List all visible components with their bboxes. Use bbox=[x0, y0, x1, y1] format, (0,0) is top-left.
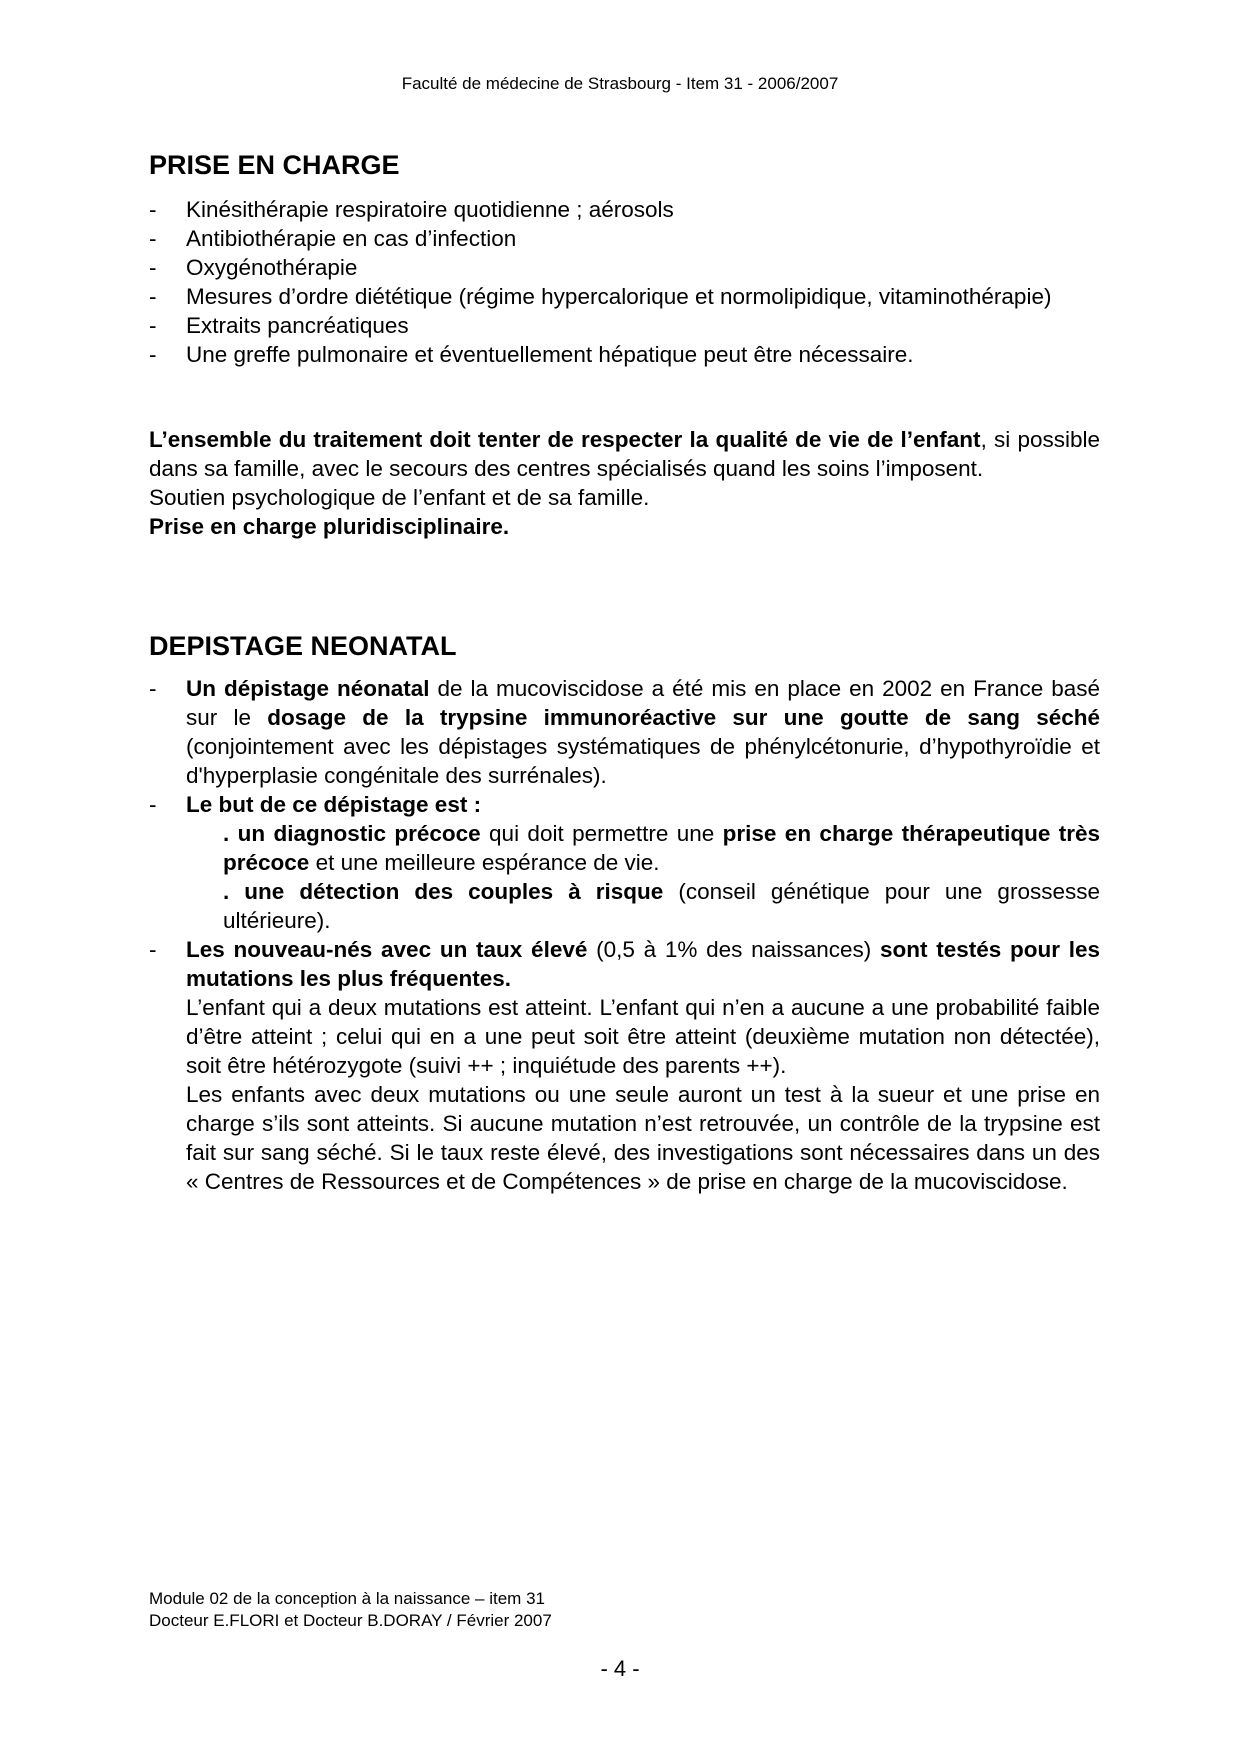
bold-text: Un dépistage néonatal bbox=[186, 676, 430, 701]
bold-text: . un diagnostic précoce bbox=[223, 821, 481, 846]
page-header: Faculté de médecine de Strasbourg - Item 31 - 2006/2007 bbox=[401, 74, 839, 93]
paragraph bbox=[149, 512, 1100, 541]
section-title: DEPISTAGE NEONATAL bbox=[149, 631, 457, 661]
section-prise-en-charge-title bbox=[149, 148, 1100, 182]
bold-text: Prise en charge pluridisciplinaire. bbox=[149, 514, 510, 539]
page-number: - 4 - bbox=[600, 1656, 640, 1681]
paragraph: Soutien psychologique de l’enfant et de sa famille. bbox=[149, 485, 650, 510]
page-footer bbox=[149, 1588, 552, 1632]
list-item: - Oxygénothérapie bbox=[149, 253, 1100, 282]
bold-text: Les nouveau-nés avec un taux élevé bbox=[186, 937, 588, 962]
list-item bbox=[149, 935, 1100, 1196]
screening-list bbox=[149, 674, 1100, 1196]
bold-text: L’ensemble du traitement doit tenter de respecter la qualité de vie de l’enfant bbox=[149, 427, 981, 452]
bold-text: dosage de la trypsine immunoréactive sur une goutte de sang séché bbox=[267, 705, 1100, 730]
bold-text: prise en charge thérapeutique très précoce bbox=[223, 821, 1100, 875]
list-item bbox=[149, 790, 1100, 935]
section-depistage-title bbox=[149, 629, 1100, 663]
sub-item bbox=[186, 819, 1100, 877]
text: qui doit permettre une bbox=[480, 821, 723, 846]
bold-text: sont testés pour les mutations les plus fréquentes. bbox=[186, 937, 1100, 991]
list-item: - Extraits pancréatiques bbox=[149, 311, 1100, 340]
footer-line: Docteur E.FLORI et Docteur B.DORAY / Février 2007 bbox=[149, 1611, 552, 1630]
section-title: PRISE EN CHARGE bbox=[149, 150, 400, 180]
treatment-summary bbox=[149, 425, 1100, 541]
text: et une meilleure espérance de vie. bbox=[309, 850, 660, 875]
sub-item bbox=[186, 877, 1100, 935]
bold-text: Le but de ce dépistage est : bbox=[186, 792, 482, 817]
list-item: - Kinésithérapie respiratoire quotidienne ; aérosols bbox=[149, 195, 1100, 224]
list-item: - Mesures d’ordre diététique (régime hypercalorique et normolipidique, vitaminothérapie) bbox=[149, 282, 1100, 311]
list-item bbox=[149, 674, 1100, 790]
treatment-list bbox=[149, 195, 1100, 369]
footer-line: Module 02 de la conception à la naissance – item 31 bbox=[149, 1589, 545, 1608]
paragraph bbox=[149, 425, 1100, 483]
text: (conseil génétique pour une grossesse ultérieure). bbox=[223, 879, 1100, 933]
list-item: - Une greffe pulmonaire et éventuellement hépatique peut être nécessaire. bbox=[149, 340, 1100, 369]
text: , si possible dans sa famille, avec le secours des centres spécialisés quand les soins l’imposent. bbox=[149, 427, 1101, 481]
paragraph: Les enfants avec deux mutations ou une seule auront un test à la sueur et une prise en charge s’ils sont atteints. Si aucune mutation n’est retrouvée, un contrôle de la trypsine est fait sur sang séché. Si le taux reste élevé, des investigations sont nécessaires dans un des « Centres de Ressources et de Compétences » de prise en charge de la mucoviscidose. bbox=[186, 1082, 1100, 1194]
bold-text: . une détection des couples à risque bbox=[223, 879, 664, 904]
paragraph: L’enfant qui a deux mutations est atteint. L’enfant qui n’en a aucune a une probabilité faible d’être atteint ; celui qui en a une peut soit être atteint (deuxième mutation non détectée), soit être hétérozygote (suivi ++ ; inquiétude des parents ++). bbox=[186, 995, 1100, 1078]
text: (0,5 à 1% des naissances) bbox=[587, 937, 880, 962]
text: de la mucoviscidose a été mis en place en 2002 en France basé sur le bbox=[186, 676, 1100, 730]
list-item: - Antibiothérapie en cas d’infection bbox=[149, 224, 1100, 253]
text: (conjointement avec les dépistages systématiques de phénylcétonurie, d’hypothyroïdie et d'hyperplasie congénitale des surrénales). bbox=[186, 734, 1100, 788]
